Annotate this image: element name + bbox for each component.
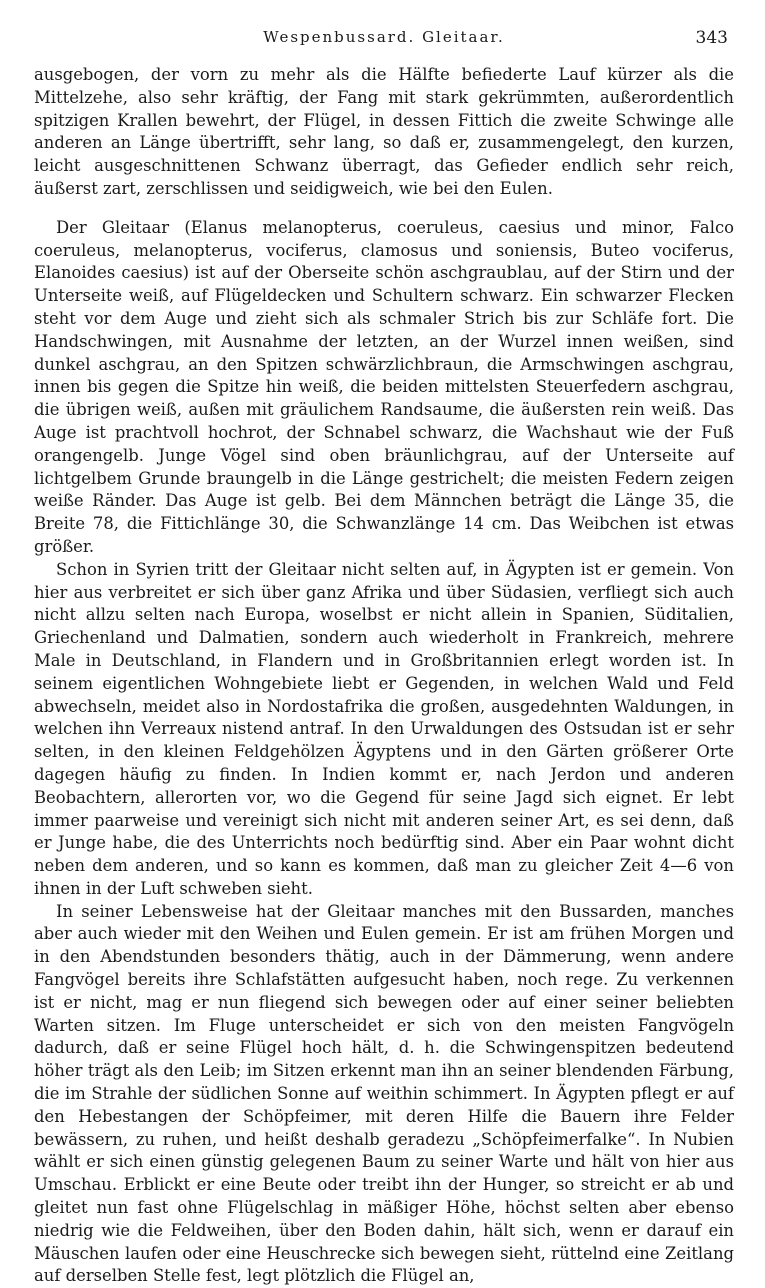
page-number: 343 <box>695 28 728 48</box>
body-text <box>34 64 734 1288</box>
paragraph-continuation: ausgebogen, der vorn zu mehr als die Hälfte befiederte Lauf kürzer als die Mittelzehe, also sehr kräftig, der Fang mit stark gekrümmten, außerordentlich spitzigen Krallen bewehrt, der Flügel, in dessen Fittich die zweite Schwinge alle anderen an Länge übertrifft, sehr lang, so daß er, zusammengelegt, den kurzen, leicht ausgeschnittenen Schwanz überragt, das Gefieder endlich sehr reich, äußerst zart, zerschlissen und seidigweich, wie bei den Eulen. <box>34 65 734 198</box>
paragraph-gleitaar-description: Der Gleitaar (Elanus melanopterus, coeruleus, caesius und minor, Falco coeruleus, melanopterus, vociferus, clamosus und soniensis, Buteo vociferus, Elanoides caesius) ist auf der Oberseite schön aschgraublau, auf der Stirn und der Unterseite weiß, auf Flügeldecken und Schultern schwarz. Ein schwarzer Flecken steht vor dem Auge und zieht sich als schmaler Strich bis zur Schläfe fort. Die Handschwingen, mit Ausnahme der letzten, an der Wurzel innen weißen, sind dunkel aschgrau, an den Spitzen schwärzlichbraun, die Armschwingen aschgrau, innen bis gegen die Spitze hin weiß, die beiden mittelsten Steuerfedern aschgrau, die übrigen weiß, außen mit gräulichem Randsaume, die äußersten rein weiß. Das Auge ist prachtvoll hochrot, der Schnabel schwarz, die Wachshaut wie der Fuß orangengelb. Junge Vögel sind oben bräunlichgrau, auf der Unterseite auf lichtgelbem Grunde braungelb in die Länge gestrichelt; die meisten Federn zeigen weiße Ränder. Das Auge ist gelb. Bei dem Männchen beträgt die Länge 35, die Breite 78, die Fittichlänge 30, die Schwanzlänge 14 cm. Das Weibchen ist etwas größer. <box>34 217 734 556</box>
running-header <box>34 22 734 56</box>
paragraph-distribution: Schon in Syrien tritt der Gleitaar nicht selten auf, in Ägypten ist er gemein. Von hier aus verbreitet er sich über ganz Afrika und über Südasien, verfliegt sich auch nicht allzu selten nach Europa, woselbst er nicht allein in Spanien, Süditalien, Griechenland und Dalmatien, sondern auch wiederholt in Frankreich, mehrere Male in Deutschland, in Flandern und in Großbritannien erlegt worden ist. In seinem eigentlichen Wohngebiete liebt er Gegenden, in welchen Wald und Feld abwechseln, meidet also in Nordostafrika die großen, ausgedehnten Waldungen, in welchen ihn Verreaux nistend antraf. In den Urwaldungen des Ostsudan ist er sehr selten, in den kleinen Feldgehölzen Ägyptens und in den Gärten größerer Orte dagegen häufig zu finden. In Indien kommt er, nach Jerdon und anderen Beobachtern, allerorten vor, wo die Gegend für seine Jagd sich eignet. Er lebt immer paarweise und vereinigt sich nicht mit anderen seiner Art, es sei denn, daß er Junge habe, die des Unterrichts noch bedürftig sind. Aber ein Paar wohnt dicht neben dem anderen, und so kann es kommen, daß man zu gleicher Zeit 4—6 von ihnen in der Luft schweben sieht. <box>34 559 734 898</box>
book-page <box>34 22 734 1286</box>
running-title: Wespenbussard. Gleitaar. <box>263 28 505 46</box>
paragraph-behaviour: In seiner Lebensweise hat der Gleitaar manches mit den Bussarden, manches aber auch wieder mit den Weihen und Eulen gemein. Er ist am frühen Morgen und in den Abendstunden besonders thätig, auch in der Dämmerung, wenn andere Fangvögel bereits ihre Schlafstätten aufgesucht haben, noch rege. Zu verkennen ist er nicht, mag er nun fliegend sich bewegen oder auf einer seiner beliebten Warten sitzen. Im Fluge unterscheidet er sich von den meisten Fangvögeln dadurch, daß er seine Flügel hoch hält, d. h. die Schwingenspitzen bedeutend höher trägt als den Leib; im Sitzen erkennt man ihn an seiner blendenden Färbung, die im Strahle der südlichen Sonne auf weithin schimmert. In Ägypten pflegt er auf den Hebestangen der Schöpfeimer, mit deren Hilfe die Bauern ihre Felder bewässern, zu ruhen, und heißt deshalb geradezu „Schöpfeimerfalke“. In Nubien wählt er sich einen günstig gelegenen Baum zu seiner Warte und hält von hier aus Umschau. Erblickt er eine Beute oder treibt ihn der Hunger, so streicht er ab und gleitet nun fast ohne Flügelschlag in mäßiger Höhe, höchst selten aber ebenso niedrig wie die Feldweihen, über den Boden dahin, hält sich, wenn er darauf ein Mäuschen laufen oder eine Heuschrecke sich bewegen sieht, rüttelnd eine Zeitlang auf derselben Stelle fest, legt plötzlich die Flügel an, <box>34 901 734 1286</box>
